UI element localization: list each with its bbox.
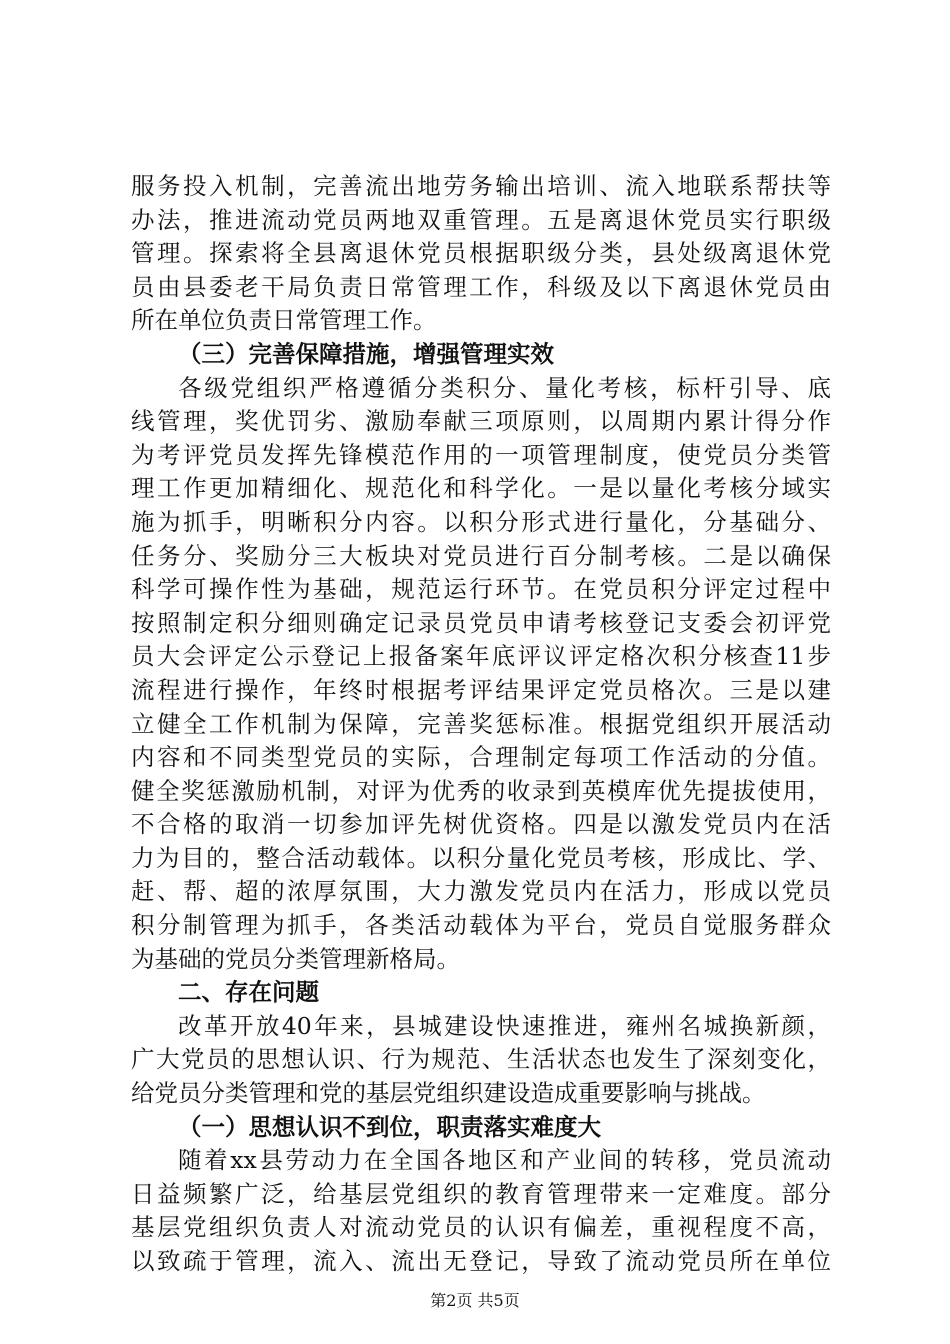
- paragraph-line: 不合格的取消一切参加评先树优资格。四是以激发党员内在活: [131, 810, 831, 839]
- paragraph-line: 健全奖惩激励机制，对评为优秀的收录到英模库优先提拔使用，: [131, 776, 831, 805]
- section-heading-1: （一）思想认识不到位，职责落实难度大: [178, 1112, 601, 1141]
- section-heading-3: （三）完善保障措施，增强管理实效: [178, 339, 554, 368]
- paragraph-line: 员由县委老干局负责日常管理工作，科级及以下离退休党员由: [131, 272, 831, 301]
- paragraph-line: 施为抓手，明晰积分内容。以积分形式进行量化，分基础分、: [131, 507, 831, 536]
- paragraph-line: 科学可操作性为基础，规范运行环节。在党员积分评定过程中: [131, 575, 831, 604]
- paragraph-line: 积分制管理为抓手，各类活动载体为平台，党员自觉服务群众: [131, 911, 831, 940]
- paragraph-line: 随着xx县劳动力在全国各地区和产业间的转移，党员流动: [178, 1146, 831, 1175]
- page-footer: 第2页 共5页: [430, 1291, 520, 1310]
- paragraph-line: 为基础的党员分类管理新格局。: [131, 944, 460, 973]
- paragraph-line: 为考评党员发挥先锋模范作用的一项管理制度，使党员分类管: [131, 440, 831, 469]
- paragraph-line: 所在单位负责日常管理工作。: [131, 306, 437, 335]
- paragraph-line: 广大党员的思想认识、行为规范、生活状态也发生了深刻变化，: [131, 1045, 831, 1074]
- section-heading-2: 二、存在问题: [178, 978, 319, 1007]
- paragraph-line: 线管理，奖优罚劣、激励奉献三项原则，以周期内累计得分作: [131, 407, 831, 436]
- paragraph-line: 内容和不同类型党员的实际，合理制定每项工作活动的分值。: [131, 743, 831, 772]
- paragraph-line: 立健全工作机制为保障，完善奖惩标准。根据党组织开展活动: [131, 709, 831, 738]
- paragraph-line: 力为目的，整合活动载体。以积分量化党员考核，形成比、学、: [131, 843, 831, 872]
- paragraph-line: 改革开放40年来，县城建设快速推进，雍州名城换新颜，: [178, 1011, 831, 1040]
- document-body: [131, 170, 831, 1279]
- paragraph-line: 以致疏于管理，流入、流出无登记，导致了流动党员所在单位: [131, 1247, 831, 1275]
- paragraph-line: 给党员分类管理和党的基层党组织建设造成重要影响与挑战。: [131, 1079, 766, 1108]
- paragraph-line: 流程进行操作，年终时根据考评结果评定党员格次。三是以建: [131, 675, 831, 704]
- paragraph-line: 员大会评定公示登记上报备案年底评议评定格次积分核查11步: [131, 642, 831, 671]
- paragraph-line: 日益频繁广泛，给基层党组织的教育管理带来一定难度。部分: [131, 1179, 831, 1208]
- paragraph-line: 按照制定积分细则确定记录员党员申请考核登记支委会初评党: [131, 608, 831, 637]
- paragraph-line: 管理。探索将全县离退休党员根据职级分类，县处级离退休党: [131, 239, 831, 268]
- paragraph-line: 各级党组织严格遵循分类积分、量化考核，标杆引导、底: [178, 373, 831, 402]
- paragraph-line: 办法，推进流动党员两地双重管理。五是离退休党员实行职级: [131, 205, 831, 234]
- paragraph-line: 理工作更加精细化、规范化和科学化。一是以量化考核分域实: [131, 474, 831, 503]
- paragraph-line: 服务投入机制，完善流出地劳务输出培训、流入地联系帮扶等: [131, 172, 831, 200]
- paragraph-line: 基层党组织负责人对流动党员的认识有偏差，重视程度不高，: [131, 1213, 831, 1242]
- paragraph-line: 任务分、奖励分三大板块对党员进行百分制考核。二是以确保: [131, 541, 831, 570]
- paragraph-line: 赶、帮、超的浓厚氛围，大力激发党员内在活力，形成以党员: [131, 877, 831, 906]
